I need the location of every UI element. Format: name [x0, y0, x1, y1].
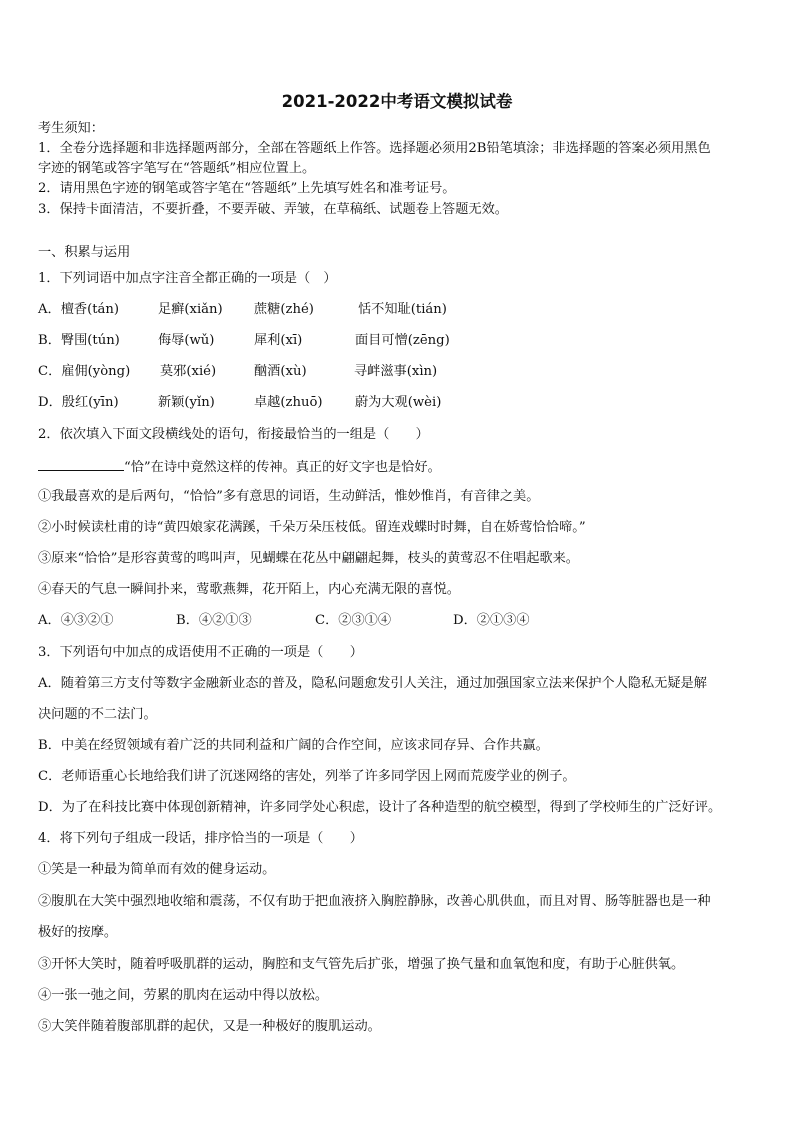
fill-blank: [38, 457, 124, 471]
question-2-item: ②小时候读杜甫的诗“黄四娘家花满蹊，千朵万朵压枝低。留连戏蝶时时舞，自在娇莺恰恰啼。”: [38, 520, 586, 535]
question-4-stem: 4．将下列句子组成一段话，排序恰当的一项是（ ）: [38, 831, 363, 846]
option-d-word-1: D．殷红(yīn): [38, 395, 119, 410]
question-1-stem: 1．下列词语中加点字注音全都正确的一项是（ ）: [38, 271, 337, 286]
choice-c: C．②③①④: [315, 613, 392, 628]
option-c-word-4: 寻衅滋事(xìn): [354, 364, 438, 379]
notice-item: 3．保持卡面清洁，不要折叠，不要弄破、弄皱，在草稿纸、试题卷上答题无效。: [38, 202, 508, 217]
option-d-word-3: 卓越(zhuō): [254, 395, 323, 410]
option-c-word-1: C．雇佣(yòng): [38, 364, 131, 379]
notice-item: 字迹的钢笔或答字笔写在“答题纸”相应位置上。: [38, 161, 316, 176]
choice-a: A．④③②①: [38, 613, 114, 628]
question-3-stem: 3．下列语句中加点的成语使用不正确的一项是（ ）: [38, 645, 363, 660]
option-b-word-4: 面目可憎(zēng): [355, 333, 450, 348]
question-4-line: ⑤大笑伴随着腹部肌群的起伏，又是一种极好的腹肌运动。: [38, 1019, 381, 1034]
question-2-stem: 2．依次填入下面文段横线处的语句，衔接最恰当的一组是（ ）: [38, 427, 429, 442]
question-2-item: ①我最喜欢的是后两句，“恰恰”多有意思的词语，生动鲜活，惟妙惟肖，有音律之美。: [38, 489, 540, 504]
option-b-word-1: B．臀围(tún): [38, 333, 120, 348]
passage-text: “恰”在诗中竟然这样的传神。真正的好文字也是恰好。: [124, 460, 441, 475]
question-2-passage: [38, 457, 441, 477]
option-b-word-3: 犀利(xī): [254, 333, 303, 348]
notice-item: 2．请用黑色字迹的钢笔或答字笔在“答题纸”上先填写姓名和准考证号。: [38, 181, 456, 196]
choice-b: B．④②①③: [176, 613, 252, 628]
option-d-word-4: 蔚为大观(wèi): [355, 395, 442, 410]
choice-d: D．②①③④: [453, 613, 530, 628]
option-a-word-1: A．檀香(tán): [38, 302, 120, 317]
question-3-line: D．为了在科技比赛中体现创新精神，许多同学处心积虑，设计了各种造型的航空模型，得到了学校师生的广泛好评。: [38, 800, 722, 815]
question-3-line: A．随着第三方支付等数字金融新业态的普及，隐私问题愈发引人关注，通过加强国家立法来保护个人隐私无疑是解: [38, 676, 707, 691]
option-b-word-2: 侮辱(wǔ): [158, 333, 215, 348]
option-a-word-4: 恬不知耻(tián): [358, 302, 447, 317]
option-c-word-2: 莫邪(xié): [160, 364, 217, 379]
option-a-word-2: 足癣(xiǎn): [158, 302, 223, 317]
question-4-line: ①笑是一种最为简单而有效的健身运动。: [38, 862, 276, 877]
question-3-line: 决问题的不二法门。: [38, 707, 157, 722]
notice-heading: 考生须知：: [38, 121, 104, 136]
option-c-word-3: 酗酒(xù): [254, 364, 307, 379]
option-a-word-3: 蔗糖(zhé): [254, 302, 314, 317]
question-4-line: ④一张一弛之间，劳累的肌肉在运动中得以放松。: [38, 988, 329, 1003]
page-title: 2021-2022中考语文模拟试卷: [281, 92, 513, 111]
question-3-line: C．老师语重心长地给我们讲了沉迷网络的害处，列举了许多同学因上网而荒废学业的例子。: [38, 769, 576, 784]
question-4-line: 极好的按摩。: [38, 925, 118, 940]
question-4-line: ③开怀大笑时，随着呼吸肌群的运动，胸腔和支气管先后扩张，增强了换气量和血氧饱和度，有助于心脏供氧。: [38, 957, 685, 972]
question-2-item: ③原来“恰恰”是形容黄莺的鸣叫声，见蝴蝶在花丛中翩翩起舞，枝头的黄莺忍不住唱起歌来。: [38, 551, 579, 566]
question-3-line: B．中美在经贸领域有着广泛的共同利益和广阔的合作空间，应该求同存异、合作共赢。: [38, 738, 549, 753]
section-title: 一、积累与运用: [38, 245, 131, 260]
notice-item: 1．全卷分选择题和非选择题两部分，全部在答题纸上作答。选择题必须用2B铅笔填涂；非选择题的答案必须用黑色: [38, 141, 711, 156]
question-4-line: ②腹肌在大笑中强烈地收缩和震荡，不仅有助于把血液挤入胸腔静脉，改善心肌供血，而且对胃、肠等脏器也是一种: [38, 894, 711, 909]
question-2-item: ④春天的气息一瞬间扑来，莺歌燕舞，花开陌上，内心充满无限的喜悦。: [38, 582, 460, 597]
option-d-word-2: 新颖(yǐn): [158, 395, 215, 410]
